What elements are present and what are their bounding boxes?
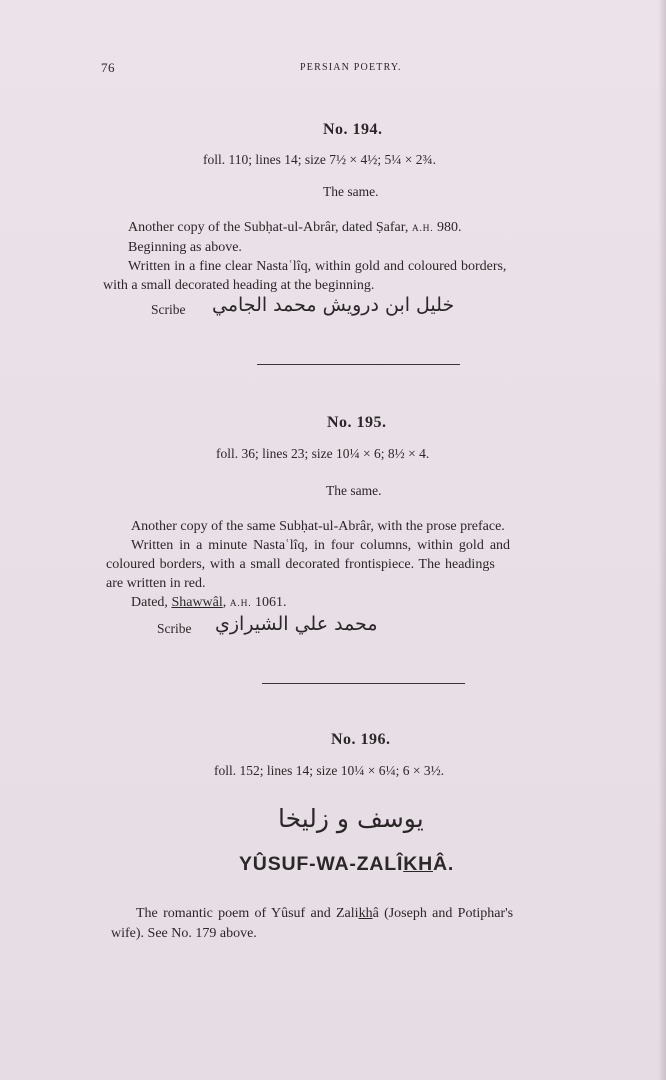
entry-194-meta: foll. 110; lines 14; size 7½ × 4½; 5¼ × 2¾. (203, 152, 436, 167)
entry-195-era: A.H. (229, 599, 252, 609)
entry-195-meta: foll. 36; lines 23; size 10¼ × 6; 8½ × 4. (216, 446, 430, 461)
entry-195-line-3: coloured borders, with a small decorated frontispiece. The headings (106, 557, 495, 572)
entry-195-line-4: are written in red. (106, 576, 206, 591)
entry-195-scribe-arabic: محمد علي الشيرازي (215, 613, 378, 635)
entry-195-dated: Dated, (131, 595, 168, 610)
entry-196-title-part-3: Â. (432, 853, 455, 875)
page-number: 76 (101, 60, 115, 75)
entry-194-era: A.H. (411, 224, 434, 234)
entry-194-same: The same. (323, 184, 379, 199)
entry-196-line-1-c: â (Joseph and Potiphar's (372, 906, 514, 921)
entry-195-scribe-label: Scribe (157, 621, 192, 636)
section-divider-2 (262, 683, 465, 684)
entry-195-year: 1061. (254, 595, 287, 610)
entry-194-line-3: Written in a fine clear Nastaʿlîq, within gold and coloured borders, (128, 259, 507, 274)
running-head: PERSIAN POETRY. (300, 62, 402, 73)
entry-194-year: 980. (437, 220, 462, 235)
entry-194-line-4: with a small decorated heading at the beginning. (103, 278, 375, 293)
entry-196-line-1-a: The romantic poem of Yûsuf and Zali (136, 906, 359, 921)
entry-195-month: Shawwâl (171, 595, 223, 610)
entry-194-line-1 (128, 220, 462, 236)
entry-196-line-1 (136, 906, 513, 922)
page-edge-shadow (658, 0, 666, 1080)
entry-194-line-1-text: Another copy of the Subḥat-ul-Abrâr, dated Ṣafar, (128, 220, 409, 235)
entry-194-scribe-label: Scribe (151, 302, 186, 317)
entry-195-line-2: Written in a minute Nastaʿlîq, in four columns, within gold and (131, 538, 511, 553)
entry-196-title-latin (239, 853, 454, 876)
entry-195-comma: , (222, 595, 227, 610)
entry-196-title-part-1: YÛSUF-WA-ZALÎ (239, 853, 404, 875)
entry-196-title-part-2: KH (403, 853, 433, 875)
entry-195-line-1: Another copy of the same Subḥat-ul-Abrâr, with the prose preface. (131, 519, 505, 534)
section-divider-1 (257, 364, 460, 365)
entry-196-meta: foll. 152; lines 14; size 10¼ × 6¼; 6 × 3½. (214, 763, 445, 778)
entry-196-title-arabic: يوسف و زليخا (278, 804, 424, 833)
entry-number-195: No. 195. (327, 414, 387, 431)
entry-196-line-2: wife). See No. 179 above. (111, 926, 257, 941)
entry-194-scribe-arabic: خليل ابن درويش محمد الجامي (212, 294, 455, 316)
entry-number-196: No. 196. (331, 731, 391, 748)
entry-number-194: No. 194. (323, 121, 383, 138)
entry-195-line-5 (131, 595, 286, 611)
entry-194-line-2: Beginning as above. (128, 240, 242, 255)
entry-195-same: The same. (326, 483, 382, 498)
entry-196-line-1-b: kh (358, 906, 373, 921)
